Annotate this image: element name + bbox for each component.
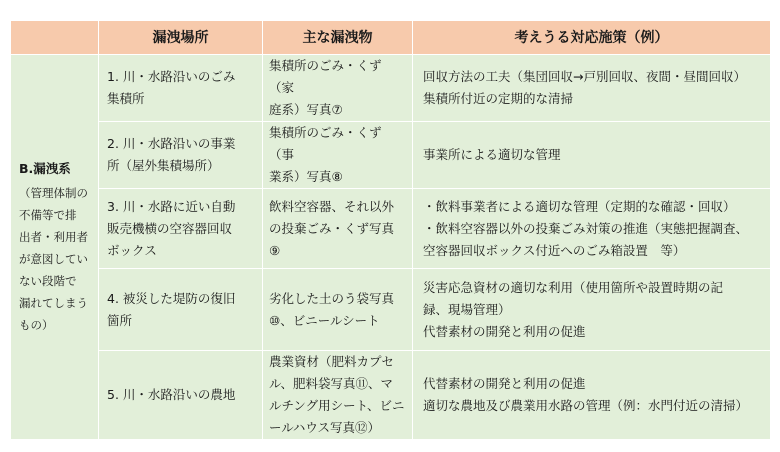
location-line: ボックス: [107, 242, 157, 258]
category-desc-line: が意図してい: [19, 252, 88, 266]
measures-cell: [413, 269, 771, 351]
location-cell: [99, 55, 263, 122]
leak-item-cell: [263, 189, 413, 269]
leak-item-cell: [263, 55, 413, 122]
location-cell: [99, 189, 263, 269]
category-cell: [11, 55, 99, 440]
measures-cell: [413, 351, 771, 440]
leak-item-cell: [263, 269, 413, 351]
category-desc-line: （管理体制の: [19, 186, 88, 200]
table-row: [11, 269, 771, 351]
header-location: 漏洩場所: [99, 21, 263, 55]
measure-line: ・飲料事業者による適切な管理（定期的な確認・回収）: [423, 198, 736, 214]
category-desc-line: 不備等で排: [19, 208, 77, 222]
leak-item-line: 集積所のごみ・くず（事: [269, 125, 382, 162]
location-line: 3. 川・水路に近い自動: [107, 198, 236, 214]
leak-item-line: ⑩、ビニールシート: [269, 312, 380, 328]
measures-cell: [413, 189, 771, 269]
measure-line: 集積所付近の定期的な清掃: [423, 91, 574, 106]
measure-line: 回収方法の工夫（集団回収→戸別回収、夜間・昼間回収）: [423, 69, 746, 84]
header-row: [11, 21, 771, 55]
location-line: 箇所: [107, 312, 133, 328]
table-row: [11, 122, 771, 189]
location-cell: [99, 351, 263, 440]
category-desc-line: 出者・利用者: [19, 230, 88, 244]
location-line: 4. 被災した堤防の復旧: [107, 290, 236, 306]
header-blank: [11, 21, 99, 55]
leak-item-line: ールハウス写真⑫）: [269, 420, 381, 435]
table-row: [11, 189, 771, 269]
measure-line: 代替素材の開発と利用の促進: [423, 376, 586, 391]
location-line: 販売機横の空容器回収: [107, 220, 233, 236]
measure-line: 空容器回収ボックス付近へのごみ箱設置 等）: [423, 242, 686, 258]
header-measures: 考えうる対応施策（例）: [413, 21, 771, 55]
category-description: [19, 182, 98, 336]
leak-item-cell: [263, 122, 413, 189]
leak-item-cell: [263, 351, 413, 440]
location-line: 集積所: [107, 91, 145, 106]
leak-item-line: 劣化した土のう袋写真: [269, 290, 395, 306]
leak-item-line: ル、肥料袋写真⑪、マ: [269, 376, 394, 391]
measure-line: 代替素材の開発と利用の促進: [423, 323, 586, 339]
table-row: [11, 55, 771, 122]
measures-cell: [413, 122, 771, 189]
location-line: 5. 川・水路沿いの農地: [107, 387, 236, 402]
leak-item-line: 庭系）写真⑦: [269, 102, 343, 117]
category-desc-line: 漏れてしまう: [19, 296, 88, 310]
measure-line: 適切な農地及び農業用水路の管理（例：水門付近の清掃）: [423, 398, 749, 413]
leak-item-line: ルチング用シート、ビニ: [269, 398, 405, 413]
category-desc-line: もの）: [19, 318, 54, 332]
measure-line: 録、現場管理）: [423, 301, 511, 317]
category-title: B.漏洩系: [19, 161, 71, 176]
location-cell: [99, 269, 263, 351]
measure-line: ・飲料空容器以外の投棄ごみ対策の推進（実態把握調査、: [423, 220, 749, 236]
measures-cell: [413, 55, 771, 122]
location-line: 所（屋外集積場所）: [107, 158, 220, 173]
location-line: 2. 川・水路沿いの事業: [107, 136, 236, 151]
leak-item-line: 集積所のごみ・くず（家: [269, 58, 382, 95]
location-line: 1. 川・水路沿いのごみ: [107, 69, 236, 84]
measure-line: 事業所による適切な管理: [423, 147, 561, 162]
table-row: [11, 351, 771, 440]
leak-item-line: 農業資材（肥料カプセ: [269, 354, 394, 369]
leak-item-line: の投棄ごみ・くず写真: [269, 220, 395, 236]
category-desc-line: ない段階で: [19, 274, 77, 288]
leak-item-line: 飲料空容器、それ以外: [269, 198, 395, 214]
measures-table: [10, 20, 771, 440]
leak-item-line: ⑨: [269, 242, 281, 258]
header-leak-item: 主な漏洩物: [263, 21, 413, 55]
location-cell: [99, 122, 263, 189]
leak-item-line: 業系）写真⑧: [269, 169, 343, 184]
measure-line: 災害応急資材の適切な利用（使用箇所や設置時期の記: [423, 279, 724, 295]
